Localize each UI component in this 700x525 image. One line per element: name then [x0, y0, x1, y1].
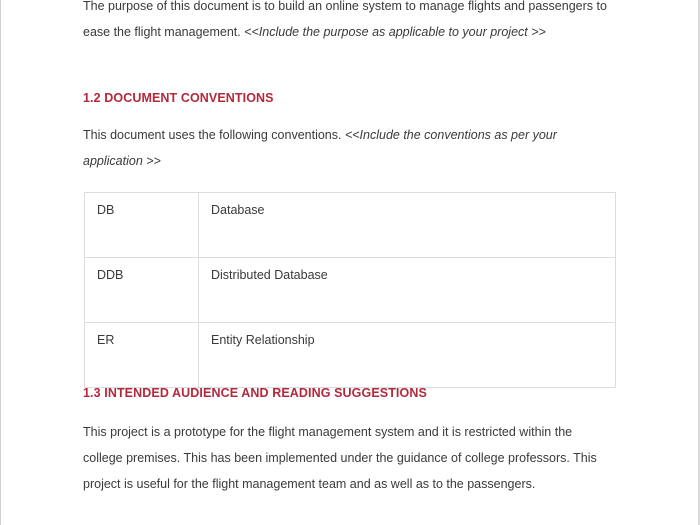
page-left-edge	[0, 0, 1, 525]
intro-text: The purpose of this document is to build an online system to manage flights and passengers to ease the flight management.	[83, 0, 607, 39]
conventions-text: This document uses the following conventions.	[83, 128, 345, 142]
table-cell-meaning: Database	[199, 193, 616, 258]
audience-paragraph: This project is a prototype for the flight management system and it is restricted within the college premises. This has been implemented under the guidance of college professors. This project is useful for the flight management team and as well as to the passengers.	[83, 425, 597, 491]
conventions-paragraph	[83, 122, 603, 174]
conventions-note: <<Include the conventions as per your application >>	[83, 128, 557, 168]
table-row	[85, 258, 616, 323]
table-row	[85, 323, 616, 388]
section-heading-document-conventions: 1.2 DOCUMENT CONVENTIONS	[83, 91, 274, 105]
table-cell-meaning: Entity Relationship	[199, 323, 616, 388]
table-cell-abbreviation: ER	[85, 323, 199, 388]
intro-paragraph	[83, 0, 613, 45]
table-cell-abbreviation: DB	[85, 193, 199, 258]
conventions-table	[84, 192, 616, 388]
table-row	[85, 193, 616, 258]
intro-note: <<Include the purpose as applicable to your project >>	[244, 25, 546, 39]
table-cell-abbreviation: DDB	[85, 258, 199, 323]
section-heading-intended-audience: 1.3 INTENDED AUDIENCE AND READING SUGGESTIONS	[83, 386, 427, 400]
table-cell-meaning: Distributed Database	[199, 258, 616, 323]
